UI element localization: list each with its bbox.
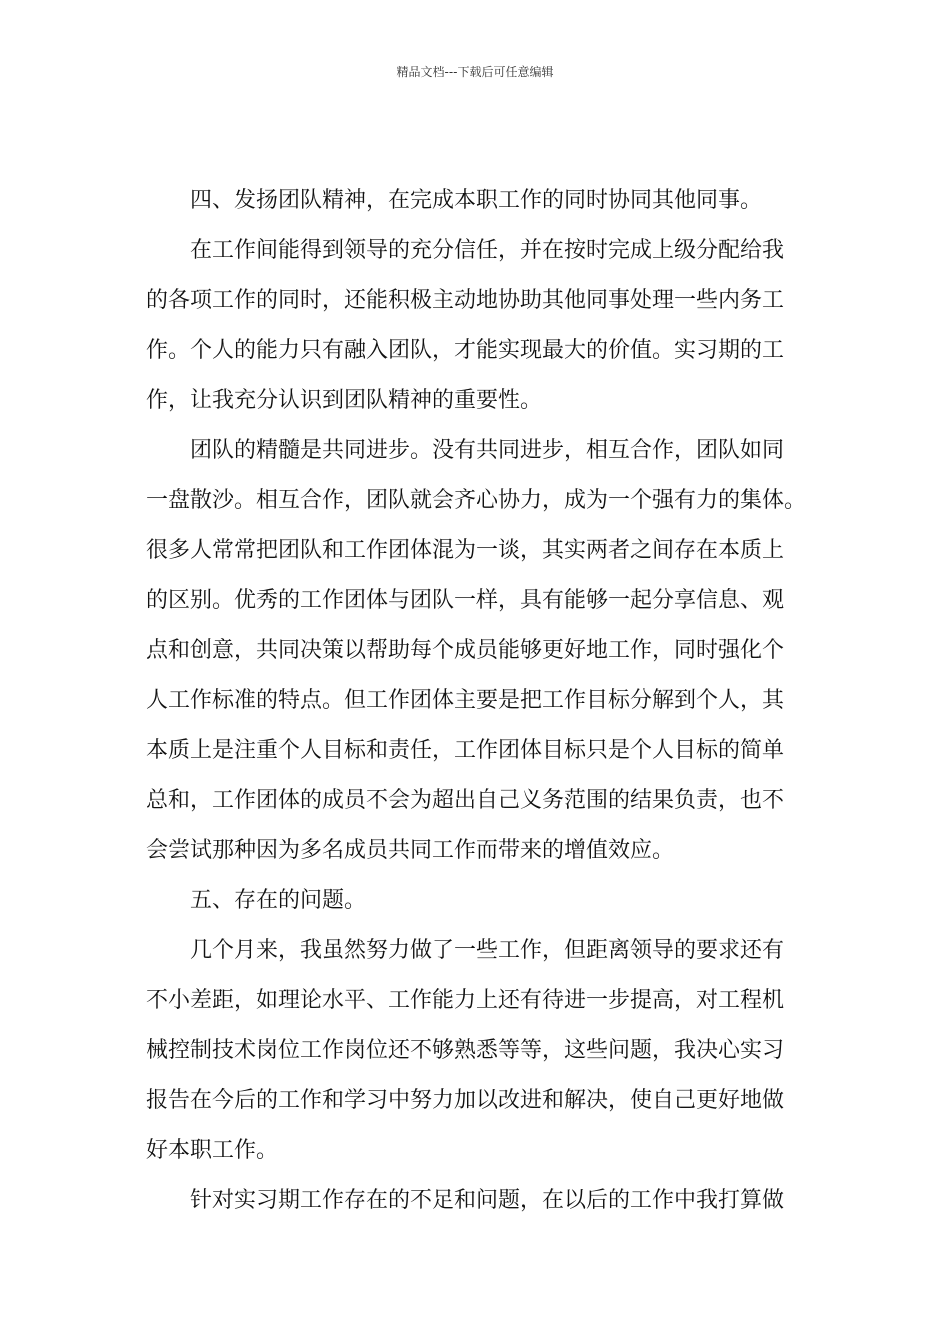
paragraph-line: 很多人常常把团队和工作团体混为一谈，其实两者之间存在本质上 [146,538,785,563]
paragraph-line: 的各项工作的同时，还能积极主动地协助其他同事处理一些内务工 [146,288,785,313]
paragraph-line: 好本职工作。 [146,1138,279,1163]
paragraph-line: 械控制技术岗位工作岗位还不够熟悉等等，这些问题，我决心实习 [146,1038,785,1063]
paragraph-line: 一盘散沙。相互合作，团队就会齐心协力，成为一个强有力的集体。 [146,488,807,513]
section-heading-5: 五、存在的问题。 [190,888,367,913]
paragraph-line: 总和，工作团体的成员不会为超出自己义务范围的结果负责，也不 [146,788,785,813]
paragraph-line: 作，让我充分认识到团队精神的重要性。 [146,388,543,413]
paragraph-line: 人工作标准的特点。但工作团体主要是把工作目标分解到个人，其 [146,688,785,713]
paragraph-line: 在工作间能得到领导的充分信任，并在按时完成上级分配给我 [190,238,785,263]
paragraph-line: 报告在今后的工作和学习中努力加以改进和解决，使自己更好地做 [146,1088,785,1113]
paragraph-line: 的区别。优秀的工作团体与团队一样，具有能够一起分享信息、观 [146,588,785,613]
paragraph-line: 本质上是注重个人目标和责任，工作团体目标只是个人目标的简单 [146,738,785,763]
document-body [146,176,826,1226]
paragraph-line: 几个月来，我虽然努力做了一些工作，但距离领导的要求还有 [190,938,785,963]
paragraph-line: 会尝试那种因为多名成员共同工作而带来的增值效应。 [146,838,675,863]
paragraph-line: 针对实习期工作存在的不足和问题，在以后的工作中我打算做 [190,1188,785,1213]
paragraph-line: 团队的精髓是共同进步。没有共同进步，相互合作，团队如同 [190,438,785,463]
section-heading-4: 四、发扬团队精神，在完成本职工作的同时协同其他同事。 [190,188,763,213]
page-header: 精品文档---下载后可任意编辑 [396,65,554,79]
paragraph-line: 点和创意，共同决策以帮助每个成员能够更好地工作，同时强化个 [146,638,785,663]
paragraph-line: 作。个人的能力只有融入团队，才能实现最大的价值。实习期的工 [146,338,785,363]
paragraph-line: 不小差距，如理论水平、工作能力上还有待进一步提高，对工程机 [146,988,785,1013]
